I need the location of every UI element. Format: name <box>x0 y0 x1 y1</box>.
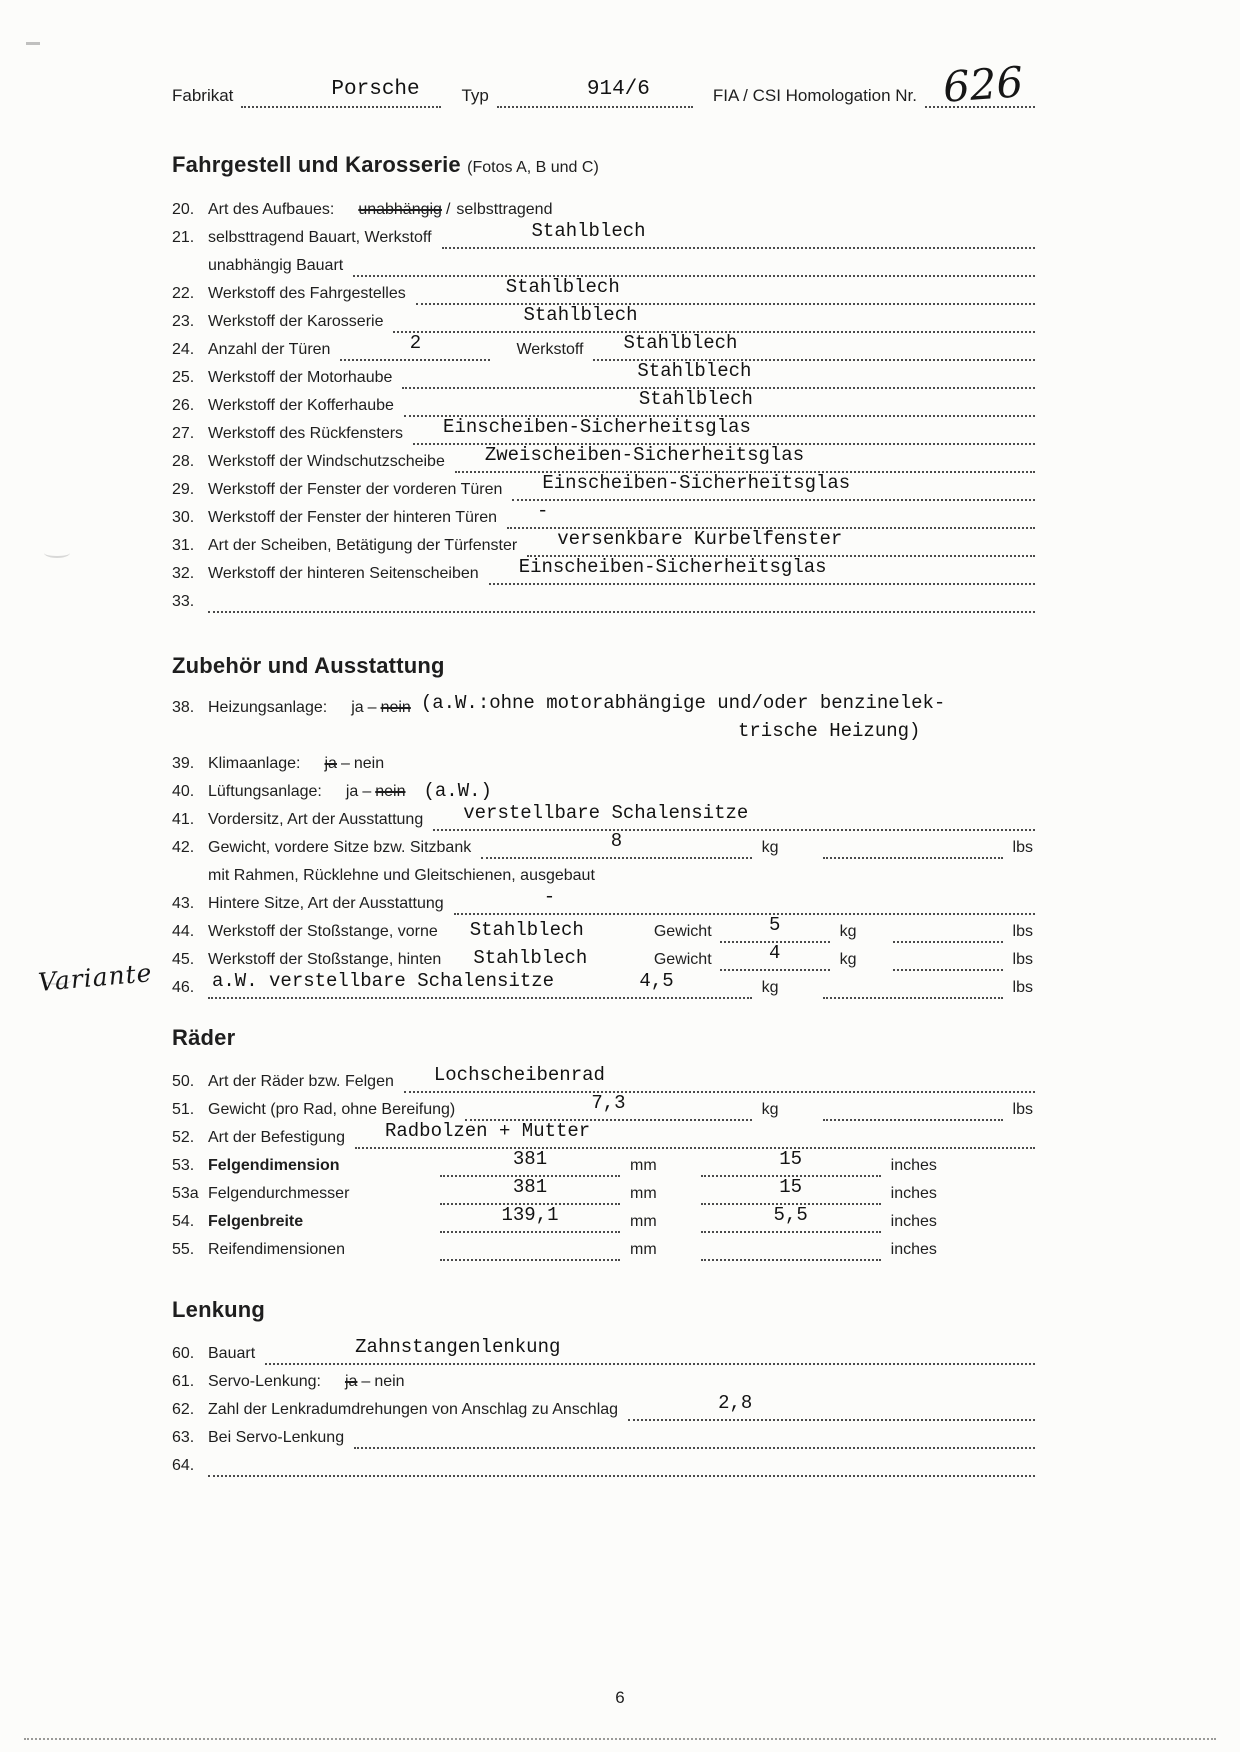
form-row-23 <box>172 305 1035 333</box>
dotted-field-lbs <box>893 943 1003 971</box>
unit-inches: inches <box>890 1157 937 1174</box>
row-number: 42. <box>172 839 195 856</box>
typed-material: Stahlblech <box>469 919 584 941</box>
section-title-text: Fahrgestell und Karosserie <box>172 152 461 177</box>
dotted-field <box>265 1337 1035 1365</box>
form-row-39 <box>172 747 1035 775</box>
typed-value: Einscheiben-Sicherheitsglas <box>518 556 827 578</box>
row-number: 23. <box>172 313 195 330</box>
row-label: Werkstoff der Windschutzscheibe <box>208 453 445 470</box>
row-label: unabhängig Bauart <box>208 257 344 274</box>
row-number: 45. <box>172 951 195 968</box>
row-number: 25. <box>172 369 195 386</box>
option-ja-struck: ja <box>324 755 337 772</box>
row-label: Felgendurchmesser <box>208 1185 350 1202</box>
typed-value: 7,3 <box>591 1092 626 1114</box>
form-row-32 <box>172 557 1035 585</box>
typed-value: 4 <box>768 942 781 964</box>
row-number: 22. <box>172 285 195 302</box>
page-bottom-rule <box>24 1738 1216 1740</box>
dotted-field-mm <box>440 1205 620 1233</box>
dotted-field <box>208 585 1035 613</box>
option-ja: ja <box>351 699 364 716</box>
unit-lbs: lbs <box>1012 1101 1033 1118</box>
option-ja: ja <box>345 783 359 800</box>
row-label: Anzahl der Türen <box>208 341 331 358</box>
form-row-45 <box>172 943 1035 971</box>
row-number: 54. <box>172 1213 195 1230</box>
row-label: Werkstoff des Rückfensters <box>208 425 404 442</box>
form-row-22 <box>172 277 1035 305</box>
row-number: 27. <box>172 425 195 442</box>
form-row-27 <box>172 417 1035 445</box>
typed-value: 2,8 <box>718 1392 753 1414</box>
margin-note-variante-handwritten: Variante <box>36 958 154 997</box>
typed-value: - <box>537 500 549 522</box>
option-separator: – <box>362 783 372 800</box>
typed-value: 5 <box>768 914 781 936</box>
unit-kg: kg <box>761 979 779 996</box>
row-number: 50. <box>172 1073 195 1090</box>
form-row-53a <box>172 1177 1035 1205</box>
typed-value: Lochscheibenrad <box>433 1064 605 1086</box>
row-label: Art der Befestigung <box>208 1129 345 1146</box>
section-title: Zubehör und Ausstattung <box>172 653 445 678</box>
dotted-field-kg <box>720 915 830 943</box>
typed-variant-text: a.W. verstellbare Schalensitze <box>212 970 555 992</box>
typed-value: 2 <box>409 332 422 354</box>
form-row-55 <box>172 1233 1035 1261</box>
dotted-field <box>404 1065 1035 1093</box>
unit-mm: mm <box>630 1241 657 1258</box>
unit-lbs: lbs <box>1012 979 1033 996</box>
dotted-field <box>208 971 752 999</box>
row-number: 53. <box>172 1157 195 1174</box>
dotted-field <box>527 529 1035 557</box>
dotted-field <box>628 1393 1035 1421</box>
form-row-51 <box>172 1093 1035 1121</box>
dotted-field-lbs <box>823 1093 1003 1121</box>
row-label: selbsttragend Bauart, Werkstoff <box>208 229 432 246</box>
form-row-50 <box>172 1065 1035 1093</box>
section-rows <box>172 1337 1035 1477</box>
form-row-20 <box>172 193 1035 221</box>
form-row-21-continuation <box>172 249 1035 277</box>
row-number: 64. <box>172 1457 195 1474</box>
row-number: 29. <box>172 481 195 498</box>
unit-lbs: lbs <box>1012 951 1033 968</box>
row-label: Gewicht, vordere Sitze bzw. Sitzbank <box>208 839 472 856</box>
dotted-field-lbs <box>823 831 1003 859</box>
form-row-40 <box>172 775 1035 803</box>
row-label: Werkstoff der Fenster der hinteren Türen <box>208 509 498 526</box>
dotted-field <box>355 1121 1035 1149</box>
typed-note-aw: (a.W.) <box>423 780 492 802</box>
row-label: Art der Scheiben, Betätigung der Türfenster <box>208 537 518 554</box>
typed-value: Stahlblech <box>623 332 738 354</box>
dotted-field <box>402 361 1035 389</box>
fabrikat-value: Porsche <box>331 78 420 101</box>
form-row-60 <box>172 1337 1035 1365</box>
dotted-field <box>442 221 1035 249</box>
option-nein: nein <box>374 1373 405 1390</box>
form-row-28 <box>172 445 1035 473</box>
dotted-field <box>593 333 1035 361</box>
row-number: 28. <box>172 453 195 470</box>
dotted-field <box>507 501 1035 529</box>
fabrikat-field <box>241 78 441 108</box>
typed-value: Einscheiben-Sicherheitsglas <box>443 416 751 438</box>
form-row-54 <box>172 1205 1035 1233</box>
typed-value: - <box>543 886 556 908</box>
unit-inches: inches <box>890 1241 937 1258</box>
typed-value: verstellbare Schalensitze <box>463 802 749 824</box>
row-number: 60. <box>172 1345 195 1362</box>
form-row-26 <box>172 389 1035 417</box>
dotted-field <box>433 803 1035 831</box>
typed-material: Stahlblech <box>473 947 588 969</box>
form-row-21 <box>172 221 1035 249</box>
dotted-field <box>455 445 1035 473</box>
typed-value: 15 <box>779 1148 803 1170</box>
row-label: Bauart <box>208 1345 256 1362</box>
typ-value: 914/6 <box>586 78 650 101</box>
form-row-25 <box>172 361 1035 389</box>
form-row-61 <box>172 1365 1035 1393</box>
row-number: 52. <box>172 1129 195 1146</box>
typ-label: Typ <box>461 86 489 105</box>
dotted-field <box>413 417 1035 445</box>
row-number: 30. <box>172 509 195 526</box>
page-number: 6 <box>615 1688 625 1707</box>
dotted-field-kg <box>481 831 751 859</box>
row-number: 31. <box>172 537 195 554</box>
dotted-field <box>393 305 1035 333</box>
option-ja-struck: ja <box>344 1373 358 1390</box>
row-label: Werkstoff der Stoßstange, vorne <box>208 923 438 940</box>
form-row-38-continuation <box>172 719 1035 747</box>
typed-value: Stahlblech <box>523 304 638 326</box>
typed-value: 5,5 <box>773 1204 808 1226</box>
typed-value: 8 <box>610 830 623 852</box>
dotted-field <box>489 557 1035 585</box>
row-number: 33. <box>172 593 195 610</box>
row-number: 26. <box>172 397 195 414</box>
row-number: 44. <box>172 923 195 940</box>
typed-value: Stahlblech <box>637 360 752 382</box>
form-row-53 <box>172 1149 1035 1177</box>
dotted-field-inches <box>701 1205 881 1233</box>
dotted-field-kg <box>720 943 830 971</box>
dotted-field <box>208 1449 1035 1477</box>
typed-value: Stahlblech <box>638 388 753 410</box>
section-rows <box>172 1065 1035 1261</box>
scan-artifact <box>44 548 70 558</box>
typed-value: 15 <box>779 1176 803 1198</box>
row-label: Hintere Sitze, Art der Ausstattung <box>208 895 444 912</box>
typed-value: Radbolzen + Mutter <box>384 1120 591 1142</box>
dotted-field-mm <box>440 1177 620 1205</box>
row-label: Servo-Lenkung: <box>208 1373 321 1390</box>
typed-value: Zweischeiben-Sicherheitsglas <box>484 444 805 466</box>
row-label: Gewicht (pro Rad, ohne Bereifung) <box>208 1101 456 1118</box>
typed-note-line2: trische Heizung) <box>738 720 921 742</box>
homologation-field <box>925 57 1035 112</box>
dotted-field-inches <box>701 1177 881 1205</box>
form-row-30 <box>172 501 1035 529</box>
dotted-field-inches <box>701 1233 881 1261</box>
homologation-label: FIA / CSI Homologation Nr. <box>712 86 917 105</box>
form-row-63 <box>172 1421 1035 1449</box>
option-unabhaengig-struck: unabhängig <box>358 201 442 218</box>
option-separator: – <box>340 755 350 772</box>
row-label: Reifendimensionen <box>208 1241 345 1258</box>
unit-kg: kg <box>761 839 779 856</box>
option-nein-struck: nein <box>380 699 411 716</box>
row-label: Werkstoff des Fahrgestelles <box>208 285 406 302</box>
dotted-field <box>353 249 1035 277</box>
option-nein: nein <box>353 755 385 772</box>
form-row-64 <box>172 1449 1035 1477</box>
row-number: 32. <box>172 565 195 582</box>
form-row-41 <box>172 803 1035 831</box>
row-label: Heizungsanlage: <box>208 699 328 716</box>
row-label: Werkstoff der Fenster der vorderen Türen <box>208 481 503 498</box>
row-label: Lüftungsanlage: <box>208 783 322 800</box>
option-nein-struck: nein <box>375 783 406 800</box>
typed-value: 4,5 <box>639 970 674 992</box>
form-row-33 <box>172 585 1035 613</box>
dotted-field <box>454 887 1035 915</box>
fabrikat-label: Fabrikat <box>172 86 234 105</box>
row-label: Felgendimension <box>208 1157 340 1174</box>
form-row-52 <box>172 1121 1035 1149</box>
section-raeder <box>172 1025 1035 1261</box>
row-number: 61. <box>172 1373 195 1390</box>
typed-value: Zahnstangenlenkung <box>355 1336 561 1358</box>
unit-mm: mm <box>630 1157 657 1174</box>
form-header <box>172 57 1035 112</box>
dotted-field-lbs <box>893 915 1003 943</box>
row-label-werkstoff: Werkstoff <box>516 341 584 358</box>
section-fahrgestell-und-karosserie <box>172 152 1035 613</box>
row-label: Art der Räder bzw. Felgen <box>208 1073 394 1090</box>
dotted-field-kg <box>465 1093 751 1121</box>
row-label: Bei Servo-Lenkung <box>208 1429 345 1446</box>
unit-inches: inches <box>890 1185 937 1202</box>
row-label: Werkstoff der Kofferhaube <box>208 397 394 414</box>
dotted-field <box>416 277 1035 305</box>
gewicht-label: Gewicht <box>653 923 712 940</box>
scan-artifact <box>26 42 40 45</box>
typed-value: 381 <box>512 1148 548 1170</box>
row-number: 46. <box>172 979 195 996</box>
row-number: 41. <box>172 811 195 828</box>
unit-lbs: lbs <box>1012 923 1033 940</box>
section-title: Lenkung <box>172 1297 266 1322</box>
form-row-31 <box>172 529 1035 557</box>
typed-value: Stahlblech <box>531 220 646 242</box>
typed-value: versenkbare Kurbelfenster <box>557 528 843 550</box>
option-separator: – <box>361 1373 371 1390</box>
row-label: Vordersitz, Art der Ausstattung <box>208 811 424 828</box>
row-number: 20. <box>172 201 195 218</box>
row-number: 63. <box>172 1429 195 1446</box>
row-number: 51. <box>172 1101 195 1118</box>
form-row-24 <box>172 333 1035 361</box>
section-title-suffix: (Fotos A, B und C) <box>467 159 599 176</box>
row-label: Felgenbreite <box>208 1213 304 1230</box>
row-label: Werkstoff der hinteren Seitenscheiben <box>208 565 479 582</box>
dotted-field <box>404 389 1035 417</box>
section-lenkung <box>172 1297 1035 1477</box>
typed-value: 381 <box>512 1176 548 1198</box>
unit-kg: kg <box>839 923 857 940</box>
unit-mm: mm <box>630 1213 657 1230</box>
dotted-field-mm <box>440 1233 620 1261</box>
typ-field <box>497 78 693 108</box>
unit-kg: kg <box>761 1101 779 1118</box>
unit-lbs: lbs <box>1012 839 1033 856</box>
option-separator: / <box>445 201 451 218</box>
section-rows <box>172 193 1035 613</box>
section-title: Räder <box>172 1025 236 1050</box>
row-label-continuation: mit Rahmen, Rücklehne und Gleitschienen, ausgebaut <box>208 867 595 884</box>
option-separator: – <box>367 699 377 716</box>
form-row-38 <box>172 691 1035 719</box>
row-label: Klimaanlage: <box>208 755 301 772</box>
row-number: 39. <box>172 755 195 772</box>
typed-value: Einscheiben-Sicherheitsglas <box>542 472 851 494</box>
dotted-field <box>512 473 1035 501</box>
unit-kg: kg <box>839 951 857 968</box>
form-row-62 <box>172 1393 1035 1421</box>
section-zubehoer-und-ausstattung <box>36 653 1035 999</box>
dotted-field-doors <box>340 333 490 361</box>
form-row-42-continuation <box>172 859 1035 887</box>
row-number: 21. <box>172 229 195 246</box>
option-selbsttragend: selbsttragend <box>456 201 553 218</box>
dotted-field-inches <box>701 1149 881 1177</box>
dotted-field-mm <box>440 1149 620 1177</box>
unit-mm: mm <box>630 1185 657 1202</box>
row-number: 38. <box>172 699 195 716</box>
row-label: Werkstoff der Stoßstange, hinten <box>208 951 442 968</box>
row-label: Art des Aufbaues: <box>208 201 335 218</box>
form-row-42 <box>172 831 1035 859</box>
row-number: 40. <box>172 783 195 800</box>
row-label: Werkstoff der Karosserie <box>208 313 384 330</box>
row-number: 55. <box>172 1241 195 1258</box>
unit-inches: inches <box>890 1213 937 1230</box>
typed-note-line1: (a.W.:ohne motorabhängige und/oder benzinelek- <box>420 692 946 714</box>
homologation-number-handwritten: 626 <box>941 57 1025 112</box>
form-row-29 <box>172 473 1035 501</box>
dotted-field <box>354 1421 1035 1449</box>
gewicht-label: Gewicht <box>653 951 712 968</box>
section-rows <box>36 691 1035 999</box>
row-label: Werkstoff der Motorhaube <box>208 369 393 386</box>
typed-value: Stahlblech <box>505 276 620 298</box>
row-number: 24. <box>172 341 195 358</box>
row-number: 62. <box>172 1401 195 1418</box>
dotted-field-lbs <box>823 971 1003 999</box>
row-number: 43. <box>172 895 195 912</box>
typed-value: 139,1 <box>501 1204 559 1226</box>
row-label: Zahl der Lenkradumdrehungen von Anschlag zu Anschlag <box>208 1401 619 1418</box>
form-row-43 <box>172 887 1035 915</box>
form-row-44 <box>172 915 1035 943</box>
row-number: 53a <box>172 1185 199 1202</box>
section-title <box>172 152 1035 178</box>
